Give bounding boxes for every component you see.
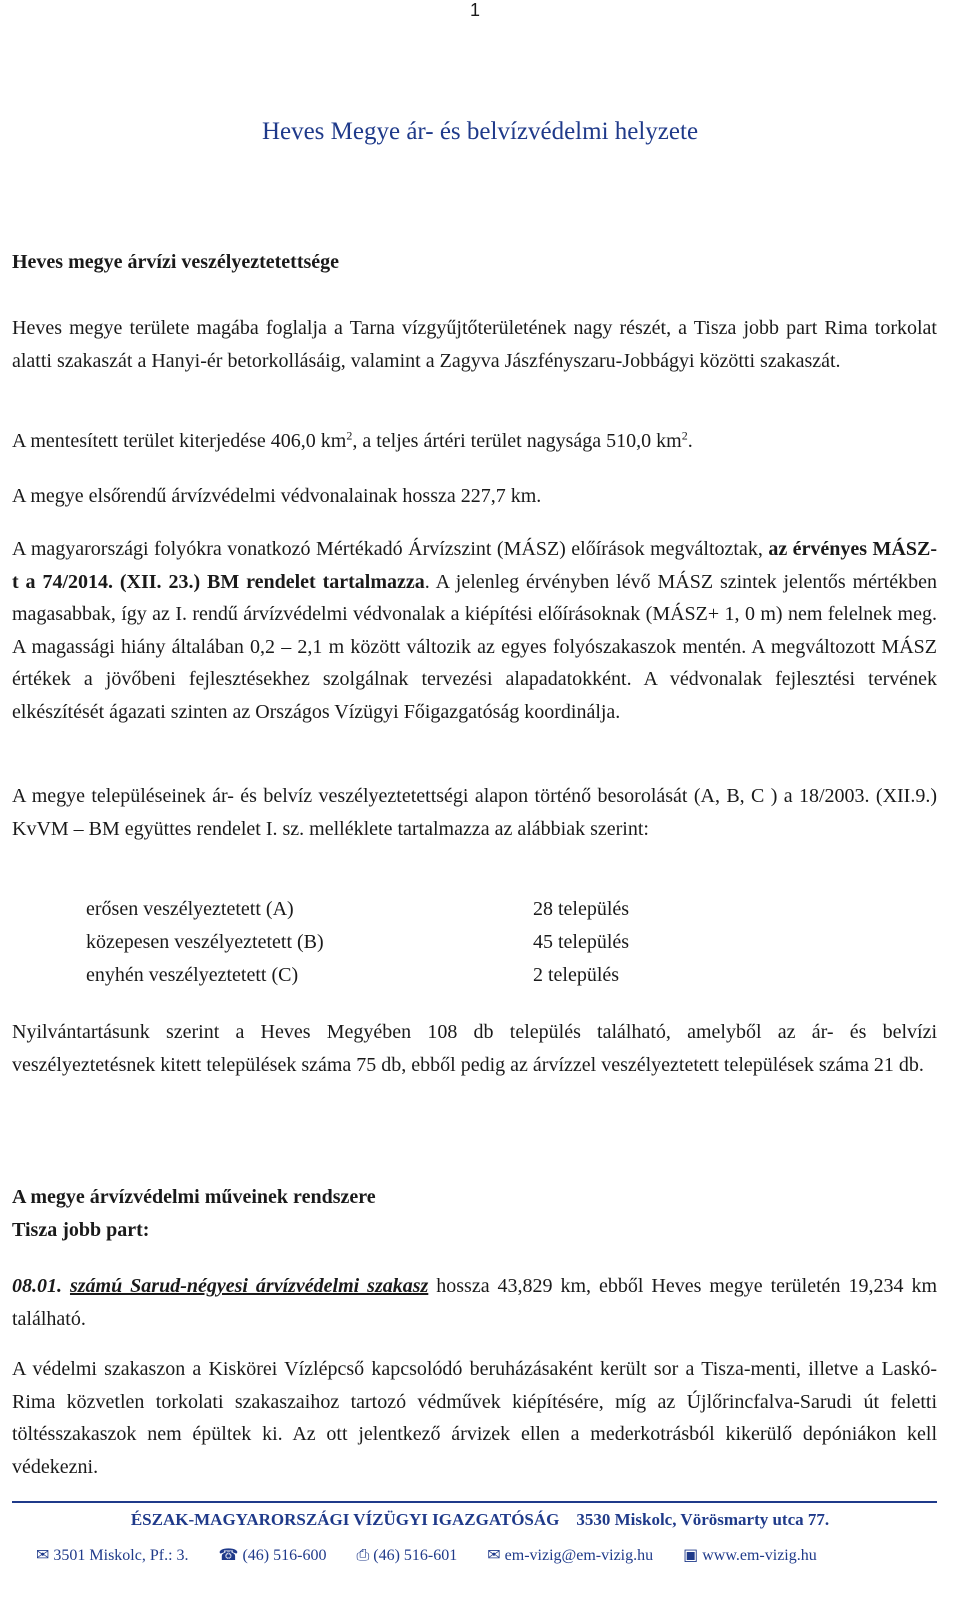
footer-fax: (46) 516-601 — [373, 1547, 458, 1564]
fax-icon: ⎙ — [356, 1545, 370, 1564]
area-sup-2: 2 — [681, 428, 688, 443]
paragraph-area — [12, 425, 937, 458]
masz-text-b: . A jelenleg érvényben lévő MÁSZ szintek jelentős mértékben magasabbak, így az I. rendű árvízvédelmi védvonalak a kiépítési előírásoknak (MÁSZ+ 1, 0 m) nem felelnek meg. A magassági hiány általában 0,2 – 2,1 m között változik az egyes folyószakaszok mentén. A megváltozott MÁSZ értékek a jövőbeni fejlesztésekhez szolgálnak tervezési alapadatokként. A védvonalak fejlesztési tervének elkészítését ágazati szinten az Országos Vízügyi Főigazgatóság koordinálja. — [12, 570, 937, 723]
masz-text-a: A magyarországi folyókra vonatkozó Mértékadó Árvízszint (MÁSZ) előírások megváltoztak, — [12, 538, 769, 560]
footer-postal: 3501 Miskolc, Pf.: 3. — [53, 1547, 189, 1564]
footer-divider — [12, 1501, 937, 1503]
classification-category: közepesen veszélyeztetett (B) — [86, 931, 324, 953]
classification-category: enyhén veszélyeztetett (C) — [86, 964, 299, 986]
footer-address: 3530 Miskolc, Vörösmarty utca 77. — [576, 1510, 830, 1529]
page-number: 1 — [470, 0, 481, 20]
section-length-text: hossza 43,829 km, ebből Heves megye területén 19,234 km található. — [12, 1275, 938, 1330]
footer-phone: (46) 516-600 — [242, 1547, 327, 1564]
classification-category: erősen veszélyeztetett (A) — [86, 898, 294, 920]
footer-web[interactable]: www.em-vizig.hu — [702, 1547, 817, 1564]
footer-organization — [0, 1510, 960, 1530]
paragraph-masz — [12, 533, 937, 728]
envelope-icon: ✉ — [36, 1545, 50, 1564]
paragraph-settlements: Nyilvántartásunk szerint a Heves Megyében 108 db település található, amelyből az ár- és belvízi veszélyeztetésnek kitett települések száma 75 db, ebből pedig az árvízzel veszélyeztetett települések száma 21 db. — [12, 1021, 937, 1076]
section-heading-flood-works: A megye árvízvédelmi műveinek rendszere — [12, 1186, 376, 1208]
paragraph-defense-works: A védelmi szakaszon a Kiskörei Vízlépcső kapcsolódó beruházásaként került sor a Tisza-menti, illetve a Laskó-Rima közvetlen torkolati szakaszaihoz tartozó védművek kiépítésére, míg az Újlőrincfalva-Sarudi út feletti töltésszakaszok nem épültek ki. Az ott jelentkező árvizek ellen a mederkotrásból kikerülő depóniákon kell védekezni. — [12, 1358, 937, 1478]
page-title: Heves Megye ár- és belvízvédelmi helyzete — [261, 118, 699, 145]
classification-count: 2 település — [533, 964, 620, 986]
area-text-c: . — [687, 430, 693, 452]
footer-contacts — [36, 1545, 817, 1565]
area-text-b: , a teljes ártéri terület nagysága 510,0 km — [352, 430, 682, 452]
section-heading-flood-risk: Heves megye árvízi veszélyeztetettsége — [12, 251, 340, 273]
paragraph-classification: A megye településeinek ár- és belvíz veszélyeztetettségi alapon történő besorolását (A, B, C ) a 18/2003. (XII.9.) KvVM – BM együttes rendelet I. sz. melléklete tartalmazza az alábbiak szerint: — [12, 785, 937, 840]
paragraph-territory: Heves megye területe magába foglalja a Tarna vízgyűjtőterületének nagy részét, a Tisza jobb part Rima torkolat alatti szakaszát a Hanyi-ér betorkollásáig, valamint a Zagyva Jászfényszaru-Jobbágyi közötti szakaszát. — [12, 317, 937, 372]
masz-regulation: az érvényes MÁSZ-t a 74/2014. (XII. 23.) BM rendelet tartalmazza — [12, 538, 938, 593]
classification-count: 28 település — [533, 898, 630, 920]
classification-count: 45 település — [533, 931, 630, 953]
footer-org-name: ÉSZAK-MAGYARORSZÁGI VÍZÜGYI IGAZGATÓSÁG — [130, 1510, 560, 1529]
area-sup-1: 2 — [346, 428, 353, 443]
area-text-a: A mentesített terület kiterjedése 406,0 km — [12, 430, 347, 452]
email-icon: ✉ — [487, 1545, 501, 1564]
paragraph-defense-length: A megye elsőrendű árvízvédelmi védvonalainak hossza 227,7 km. — [12, 485, 542, 507]
paragraph-sarud-section — [12, 1270, 937, 1335]
section-code: 08.01. — [12, 1275, 62, 1297]
footer-email[interactable]: em-vizig@em-vizig.hu — [504, 1547, 654, 1564]
web-icon: ▣ — [683, 1545, 699, 1564]
subheading-tisza-right-bank: Tisza jobb part: — [12, 1219, 150, 1241]
section-name: számú Sarud-négyesi árvízvédelmi szakasz — [69, 1275, 429, 1297]
phone-icon: ☎ — [218, 1545, 239, 1564]
